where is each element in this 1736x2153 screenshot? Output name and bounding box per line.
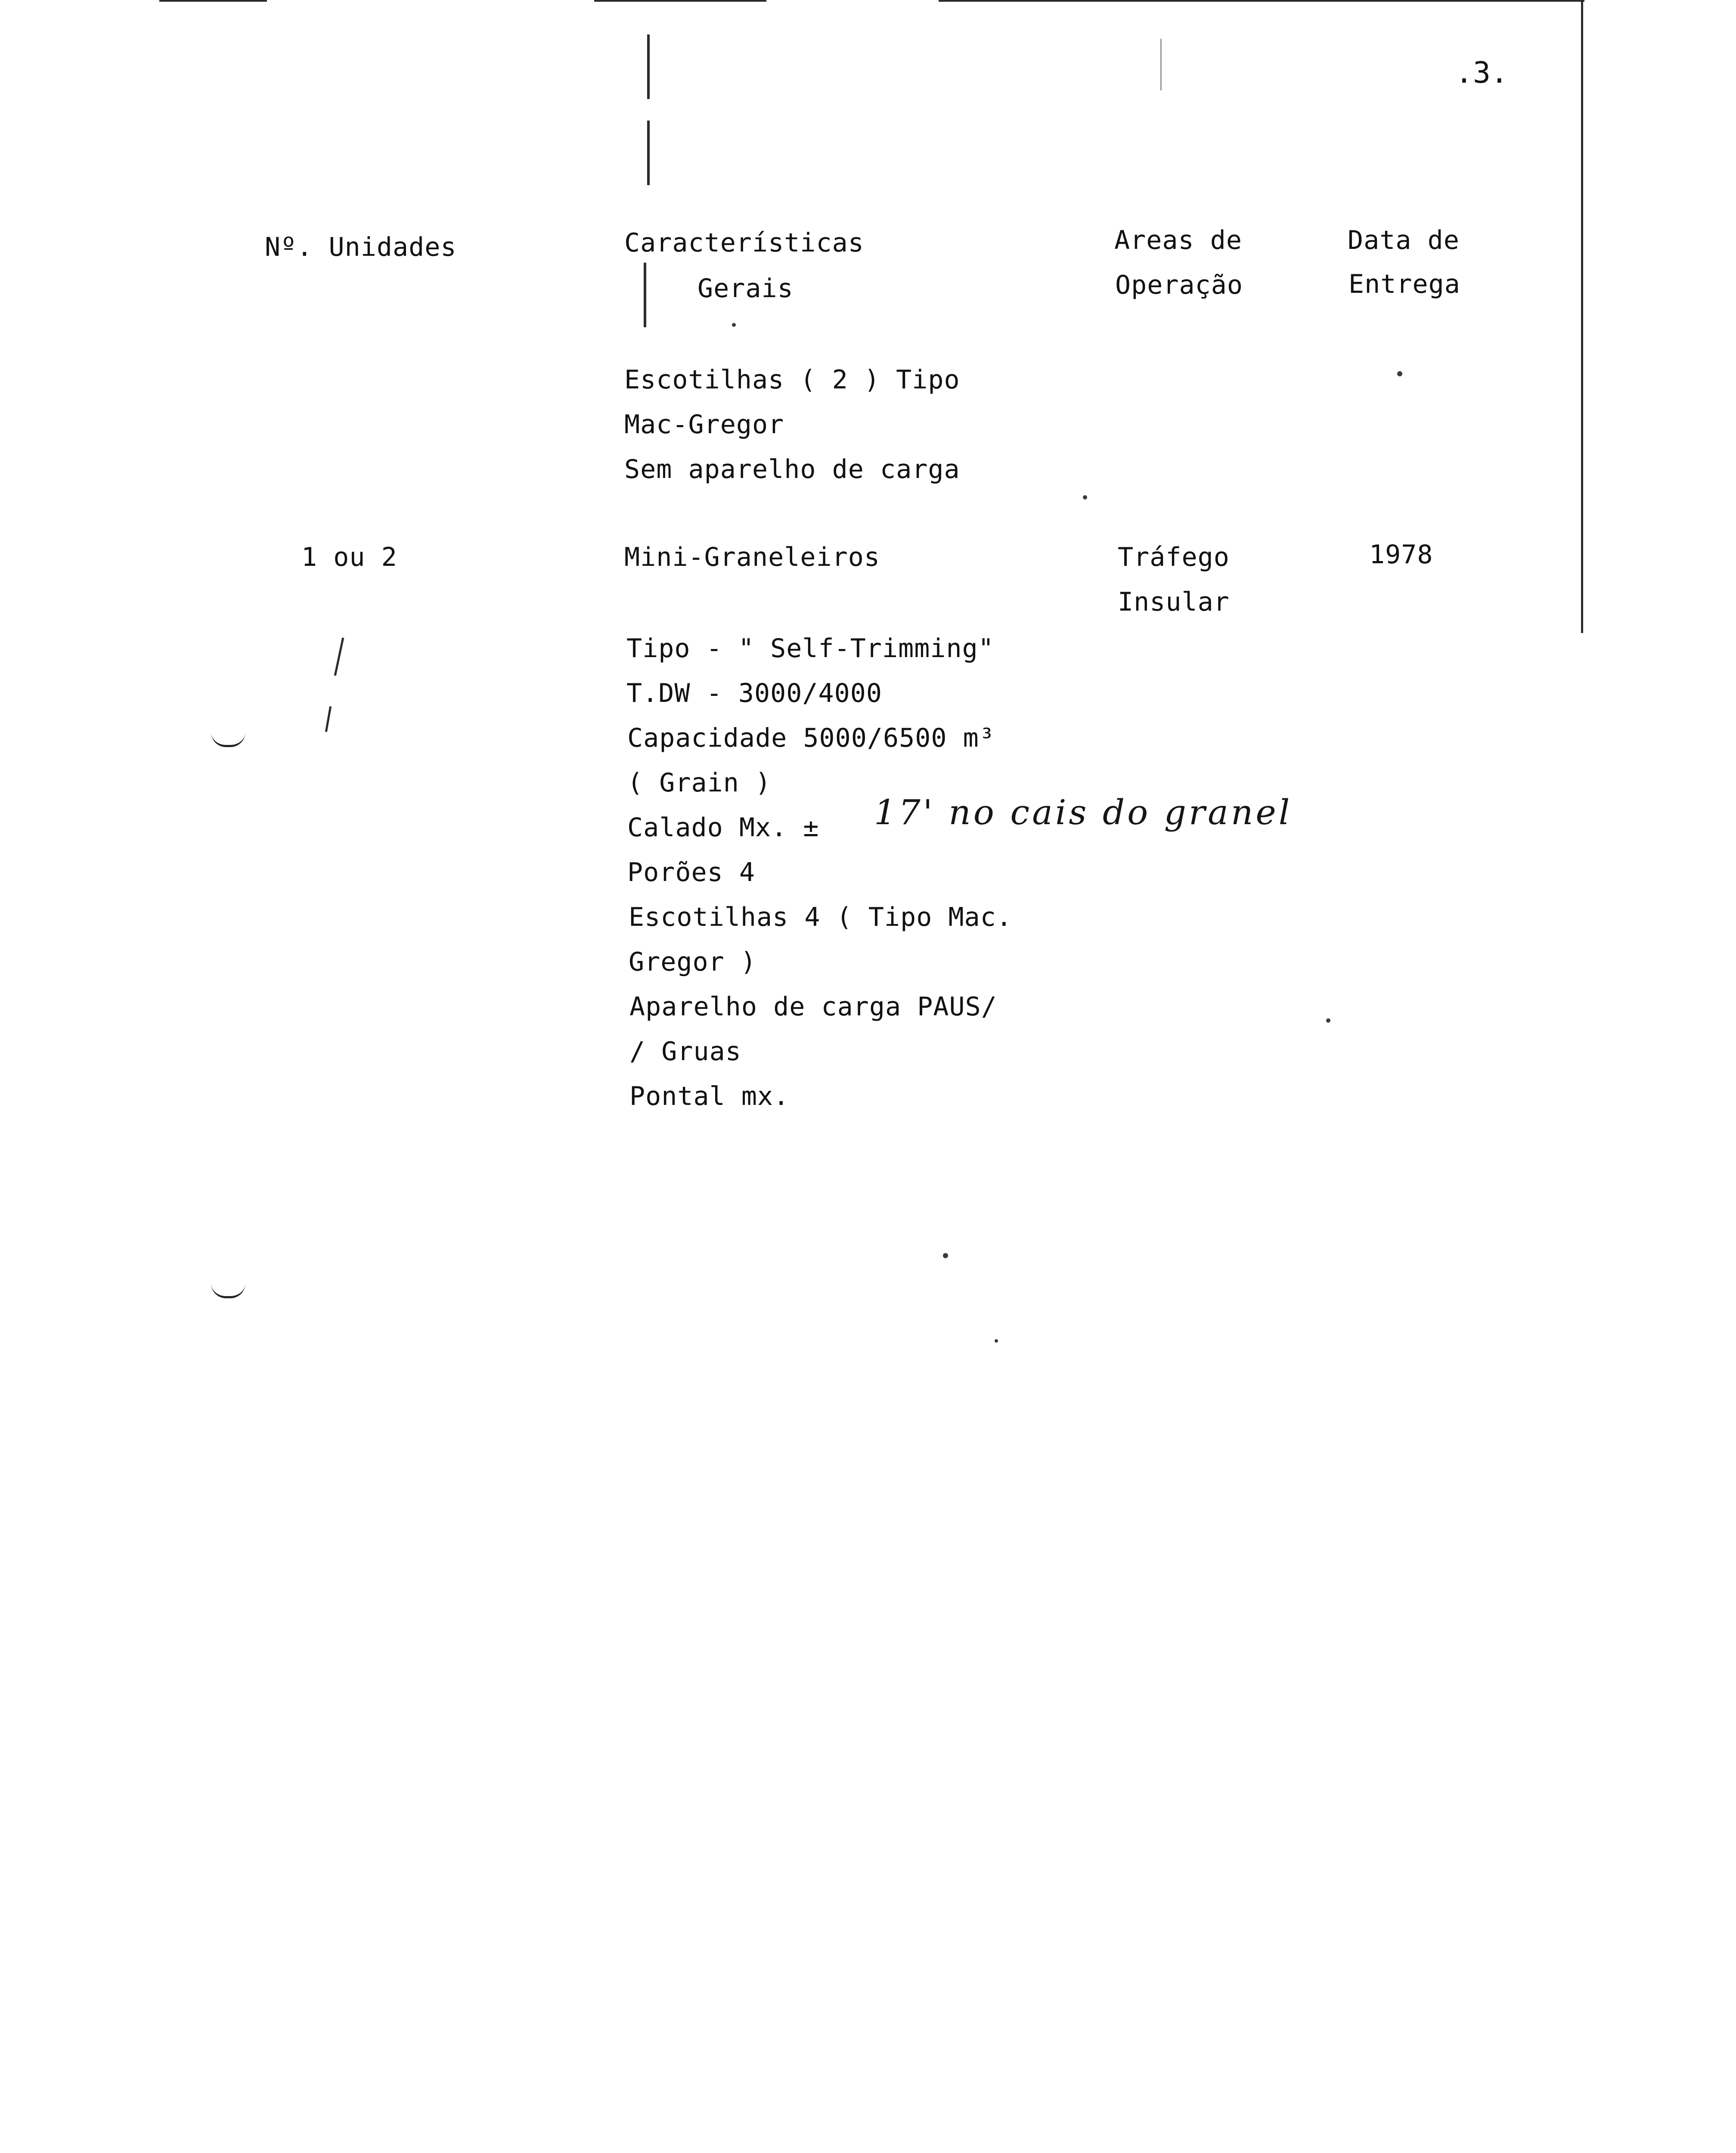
right-border-line — [1581, 0, 1583, 633]
continuation-line: Sem aparelho de carga — [624, 454, 960, 484]
handwritten-note: 17' no cais do granel — [874, 792, 1293, 832]
characteristic-line: Aparelho de carga PAUS/ — [629, 992, 997, 1022]
header-characteristics: Características — [624, 228, 864, 258]
header-characteristics-line2: Gerais — [698, 273, 794, 304]
characteristic-line: Capacidade 5000/6500 m³ — [627, 723, 995, 753]
top-edge-line — [159, 0, 267, 2]
characteristic-line: Calado Mx. ± — [627, 813, 819, 843]
row-delivery-date: 1978 — [1369, 540, 1433, 570]
page-number: .3. — [1455, 56, 1508, 90]
margin-mark — [334, 637, 344, 676]
scan-speck — [1397, 371, 1402, 376]
header-areas-line2: Operação — [1115, 270, 1243, 300]
column-rule — [647, 34, 650, 99]
scan-speck — [732, 323, 736, 327]
characteristic-line: T.DW - 3000/4000 — [626, 678, 882, 708]
header-delivery-line2: Entrega — [1348, 269, 1460, 299]
header-delivery: Data de — [1348, 225, 1460, 255]
row-area: Tráfego — [1118, 542, 1230, 572]
continuation-line: Escotilhas ( 2 ) Tipo — [624, 365, 960, 395]
characteristic-line: Porões 4 — [627, 857, 755, 887]
characteristic-line: Tipo - " Self-Trimming" — [626, 633, 994, 664]
header-areas: Areas de — [1114, 225, 1242, 255]
row-type: Mini-Graneleiros — [624, 542, 880, 572]
margin-curve-mark — [211, 1283, 245, 1298]
characteristic-line: / Gruas — [629, 1036, 741, 1067]
characteristic-line: Gregor ) — [629, 947, 756, 977]
top-edge-line — [594, 0, 766, 2]
margin-mark — [325, 706, 332, 732]
scan-speck — [995, 1339, 998, 1343]
characteristic-line: Escotilhas 4 ( Tipo Mac. — [629, 902, 1012, 932]
margin-curve-mark — [211, 732, 245, 747]
row-units: 1 ou 2 — [301, 542, 397, 572]
row-area-line2: Insular — [1118, 587, 1230, 617]
characteristic-line: Pontal mx. — [629, 1081, 790, 1111]
scan-speck — [943, 1253, 948, 1258]
header-units: Nº. Unidades — [265, 232, 457, 262]
column-rule — [644, 263, 646, 327]
scan-speck — [1326, 1018, 1330, 1023]
top-edge-line — [939, 0, 1584, 2]
dashed-rule — [1160, 39, 1162, 90]
column-rule — [647, 121, 650, 185]
scan-speck — [1083, 495, 1087, 499]
characteristic-line: ( Grain ) — [627, 768, 772, 798]
continuation-line: Mac-Gregor — [624, 410, 784, 440]
